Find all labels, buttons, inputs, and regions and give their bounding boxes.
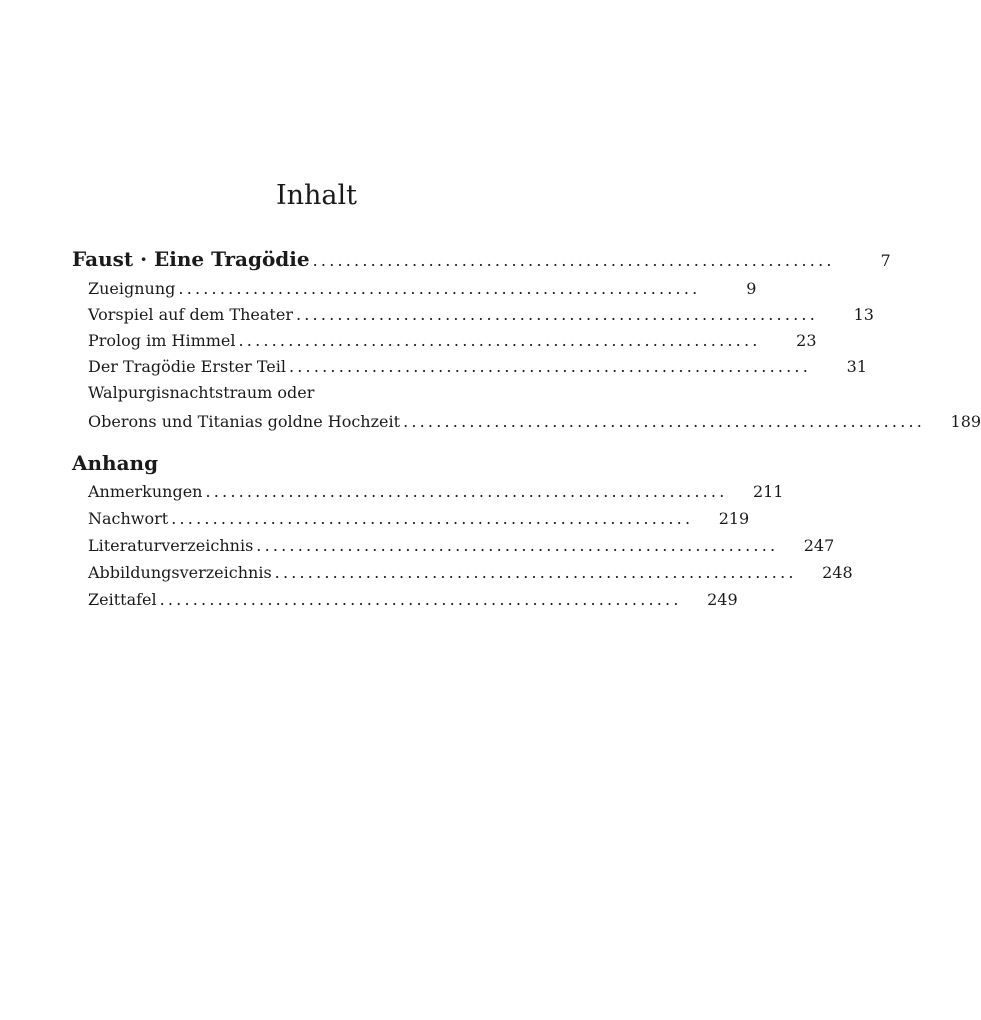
- dot-leader: ...............................................................: [274, 563, 797, 582]
- toc-entry-label: Anmerkungen: [88, 482, 203, 501]
- toc-entry-erster-teil[interactable]: [88, 355, 867, 379]
- toc-page-number: 189: [950, 412, 981, 431]
- toc-section-faust[interactable]: [72, 246, 891, 274]
- toc-entry-label: Zeittafel: [88, 590, 157, 609]
- dot-leader: ...............................................................: [178, 279, 701, 298]
- toc-page-number: 7: [880, 251, 891, 270]
- toc-entry-prolog[interactable]: [88, 329, 817, 353]
- toc-page-number: 219: [718, 509, 750, 528]
- toc-entry-label: Literaturverzeichnis: [88, 536, 254, 555]
- toc-entry-label: Prolog im Himmel: [88, 331, 236, 350]
- toc-page-number: 9: [746, 279, 757, 298]
- toc-page-number: 248: [822, 563, 853, 582]
- toc-entry-literaturverzeichnis[interactable]: [88, 534, 835, 558]
- dot-leader: ...............................................................: [159, 590, 682, 609]
- toc-page-number: 211: [752, 482, 784, 501]
- toc-entry-zueignung[interactable]: [88, 277, 757, 301]
- toc-page-number: 247: [803, 536, 835, 555]
- dot-leader: ...............................................................: [403, 412, 926, 431]
- toc-entry-label: Abbildungsverzeichnis: [88, 563, 272, 582]
- toc-page-number: 249: [707, 590, 738, 609]
- toc-entry-zeittafel[interactable]: [88, 588, 738, 612]
- toc-entry-label: Der Tragödie Erster Teil: [88, 357, 286, 376]
- toc-entry-anmerkungen[interactable]: [88, 480, 784, 504]
- toc-entry-label: Oberons und Titanias goldne Hochzeit: [88, 412, 401, 431]
- dot-leader: ...............................................................: [288, 357, 811, 376]
- toc-entry-label: Nachwort: [88, 509, 169, 528]
- toc-entry-label: Vorspiel auf dem Theater: [88, 305, 293, 324]
- toc-entry-vorspiel[interactable]: [88, 303, 874, 327]
- toc-entry-nachwort[interactable]: [88, 507, 750, 531]
- toc-page-number: 13: [853, 305, 874, 324]
- toc-entry-walpurgis[interactable]: [88, 410, 981, 434]
- toc-page-number: 23: [796, 331, 817, 350]
- toc-entry-walpurgis-line1[interactable]: Walpurgisnachtstraum oder: [88, 383, 315, 402]
- page-title: Inhalt: [275, 180, 358, 211]
- toc-entry-abbildungsverzeichnis[interactable]: [88, 561, 853, 585]
- toc-section-title: Faust · Eine Tragödie: [72, 247, 310, 271]
- dot-leader: ...............................................................: [171, 509, 694, 528]
- dot-leader: ...............................................................: [205, 482, 728, 501]
- dot-leader: ...............................................................: [256, 536, 779, 555]
- toc-section-anhang[interactable]: Anhang: [72, 451, 159, 475]
- toc-page-number: 31: [846, 357, 867, 376]
- dot-leader: ...............................................................: [238, 331, 761, 350]
- toc-entry-label: Zueignung: [88, 279, 176, 298]
- dot-leader: ...............................................................: [295, 305, 818, 324]
- dot-leader: ...............................................................: [312, 251, 835, 270]
